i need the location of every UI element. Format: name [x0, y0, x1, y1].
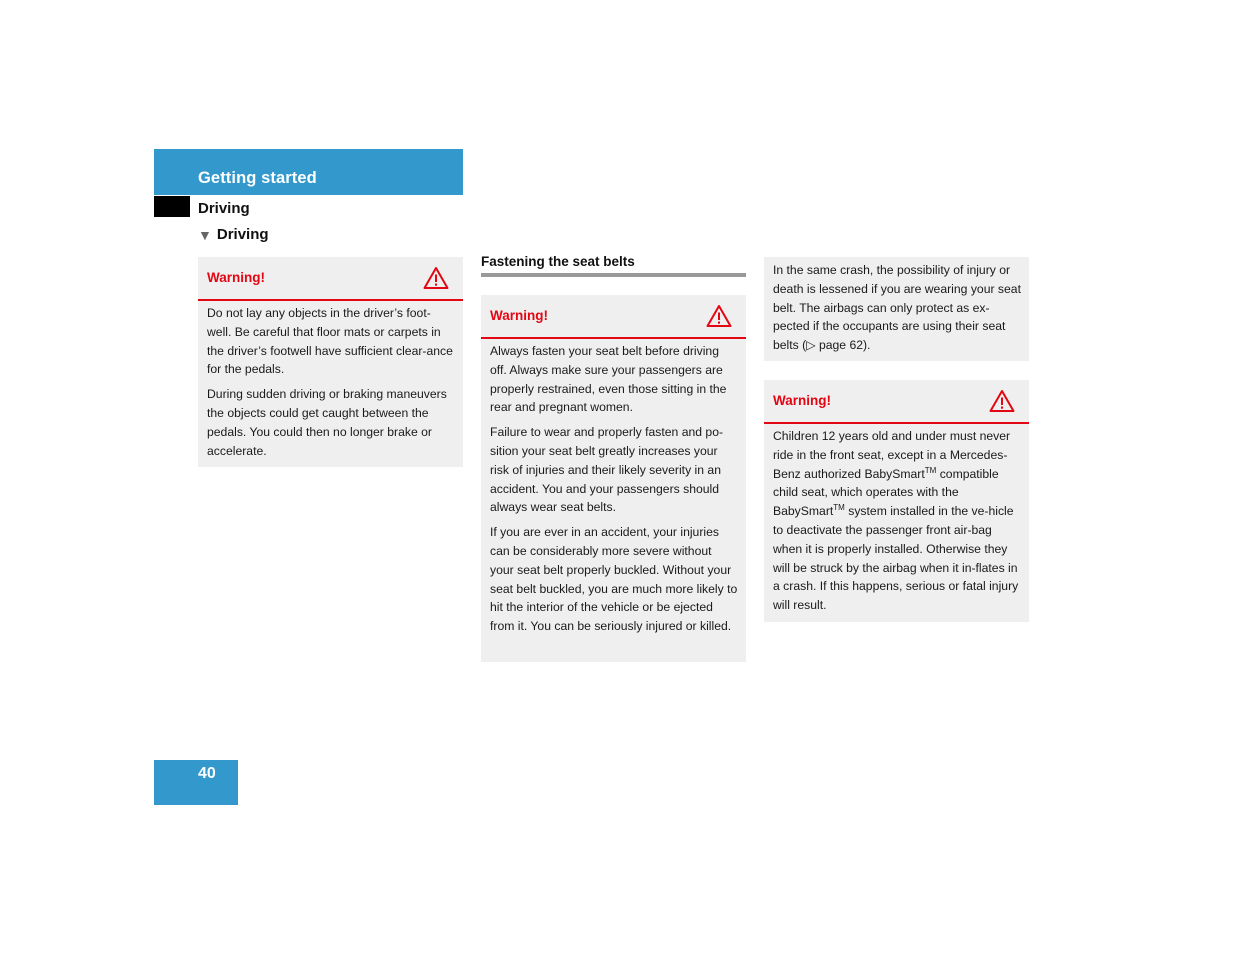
warning-paragraph: If you are ever in an accident, your injuries can be considerably more severe without your seat belt properly buckled. Without your seat belt buckled, you are much more likely to hit the interior of the vehicle or be ejected from it. You can be seriously injured or killed.	[490, 525, 738, 634]
warning-paragraph	[773, 427, 1021, 615]
page-number-band	[154, 760, 238, 805]
warning-header	[764, 380, 1029, 424]
warning-triangle-icon	[989, 389, 1015, 413]
warning-paragraph: Do not lay any objects in the driver’s foot-well. Be careful that floor mats or carpets in the driver’s footwell have sufficient clear-ance for the pedals.	[207, 306, 453, 377]
warning-text-part: compatible child seat, which operates with the BabySmart	[773, 466, 999, 519]
section-title-seat-belts: Fastening the seat belts	[481, 254, 635, 269]
warning-body	[198, 301, 463, 460]
warning-box-seat-belts	[481, 295, 746, 662]
info-box-airbags	[764, 257, 1029, 361]
warning-header	[198, 257, 463, 301]
warning-box-children	[764, 380, 1029, 622]
triangle-down-icon: ▼	[198, 226, 212, 243]
info-paragraph: In the same crash, the possibility of injury or death is lessened if you are wearing your seat belt. The airbags can only protect as ex-pected if the occupants are using their seat belts (▷ page 62).	[773, 263, 1021, 353]
warning-paragraph: Failure to wear and properly fasten and po-sition your seat belt greatly increases your risk of injuries and their likely severity in an accident. You and your passengers should always wear seat belts.	[490, 425, 724, 515]
warning-header	[481, 295, 746, 339]
warning-triangle-icon	[706, 304, 732, 328]
warning-paragraph: Always fasten your seat belt before driving off. Always make sure your passengers are properly restrained, even those sitting in the rear and pregnant women.	[490, 344, 727, 415]
warning-paragraph: During sudden driving or braking maneuvers the objects could get caught between the pedals. You could then no longer brake or accelerate.	[207, 387, 447, 458]
info-body	[764, 257, 1029, 355]
trademark-sup: TM	[924, 465, 937, 475]
warning-body	[481, 339, 746, 636]
section-title-underline	[481, 273, 746, 277]
section-heading	[198, 226, 269, 243]
warning-box-footwell	[198, 257, 463, 467]
warning-triangle-icon	[423, 266, 449, 290]
warning-label: Warning!	[773, 393, 831, 408]
warning-label: Warning!	[207, 270, 265, 285]
page-number: 40	[198, 765, 216, 782]
warning-body	[764, 424, 1029, 615]
trademark-sup: TM	[833, 503, 845, 513]
chapter-tab-marker	[154, 196, 190, 217]
chapter-title: Getting started	[198, 169, 317, 187]
warning-text-part: system installed in the ve-hicle to deactivate the passenger front air-bag when it is properly installed. Otherwise they will be struck by the airbag when it in-flates in a crash. If this happens, serious or fatal injury will result.	[773, 504, 1019, 613]
warning-text-part: Children 12 years old and under must never ride in the front seat, except in a Mercedes-Benz authorized BabySmart	[773, 429, 1011, 481]
subchapter-title: Driving	[198, 200, 250, 217]
section-heading-label: Driving	[216, 226, 269, 243]
warning-label: Warning!	[490, 308, 548, 323]
